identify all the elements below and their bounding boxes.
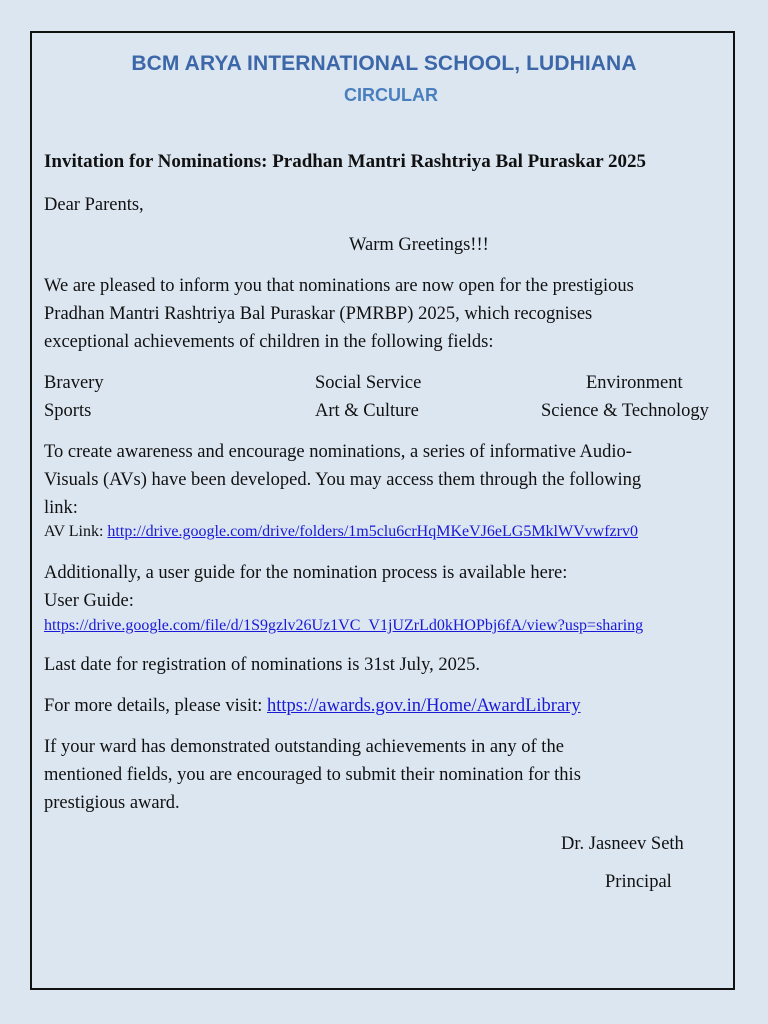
closing-line-3: prestigious award. — [44, 793, 180, 813]
awareness-line-1: To create awareness and encourage nominations, a series of informative Audio- — [44, 442, 632, 462]
closing-line-1: If your ward has demonstrated outstanding achievements in any of the — [44, 737, 564, 757]
school-name: BCM ARYA INTERNATIONAL SCHOOL, LUDHIANA — [131, 52, 637, 75]
field-sports: Sports — [44, 401, 92, 421]
awareness-line-2: Visuals (AVs) have been developed. You may access them through the following — [44, 470, 642, 490]
field-environment: Environment — [586, 373, 683, 393]
closing-line-2: mentioned fields, you are encouraged to submit their nomination for this — [44, 765, 581, 785]
field-social-service: Social Service — [315, 373, 422, 393]
last-date: Last date for registration of nominations is 31st July, 2025. — [44, 655, 481, 675]
intro-line-2: Pradhan Mantri Rashtriya Bal Puraskar (PMRBP) 2025, which recognises — [44, 304, 593, 324]
greeting: Warm Greetings!!! — [349, 235, 489, 255]
circular-heading: CIRCULAR — [344, 85, 438, 105]
award-library-link[interactable]: https://awards.gov.in/Home/AwardLibrary — [267, 696, 581, 716]
details-label: For more details, please visit: — [44, 696, 267, 716]
awareness-line-3: link: — [44, 498, 78, 518]
intro-paragraph — [44, 272, 734, 356]
av-link-row — [44, 523, 638, 541]
closing-paragraph — [44, 733, 734, 817]
user-guide-label: User Guide: — [44, 591, 134, 611]
signatory-title: Principal — [605, 872, 672, 892]
user-guide-row — [44, 617, 734, 635]
signatory-name: Dr. Jasneev Seth — [561, 834, 684, 854]
field-bravery: Bravery — [44, 373, 104, 393]
user-guide-link[interactable]: https://drive.google.com/file/d/1S9gzlv26Uz1VC_V1jUZrLd0kHOPbj6fA/view?usp=sharing — [44, 617, 644, 634]
av-link-label: AV Link: — [44, 523, 108, 540]
field-science-technology: Science & Technology — [541, 401, 709, 421]
details-row — [44, 692, 581, 720]
guide-intro: Additionally, a user guide for the nomination process is available here: — [44, 563, 568, 583]
intro-line-1: We are pleased to inform you that nominations are now open for the prestigious — [44, 276, 634, 296]
awareness-paragraph — [44, 438, 734, 522]
av-link[interactable]: http://drive.google.com/drive/folders/1m5clu6crHqMKeVJ6eLG5MklWVvwfzrv0 — [107, 523, 638, 540]
field-art-culture: Art & Culture — [315, 401, 419, 421]
salutation: Dear Parents, — [44, 195, 144, 215]
intro-line-3: exceptional achievements of children in the following fields: — [44, 332, 494, 352]
subject-line: Invitation for Nominations: Pradhan Mantri Rashtriya Bal Puraskar 2025 — [44, 151, 647, 172]
